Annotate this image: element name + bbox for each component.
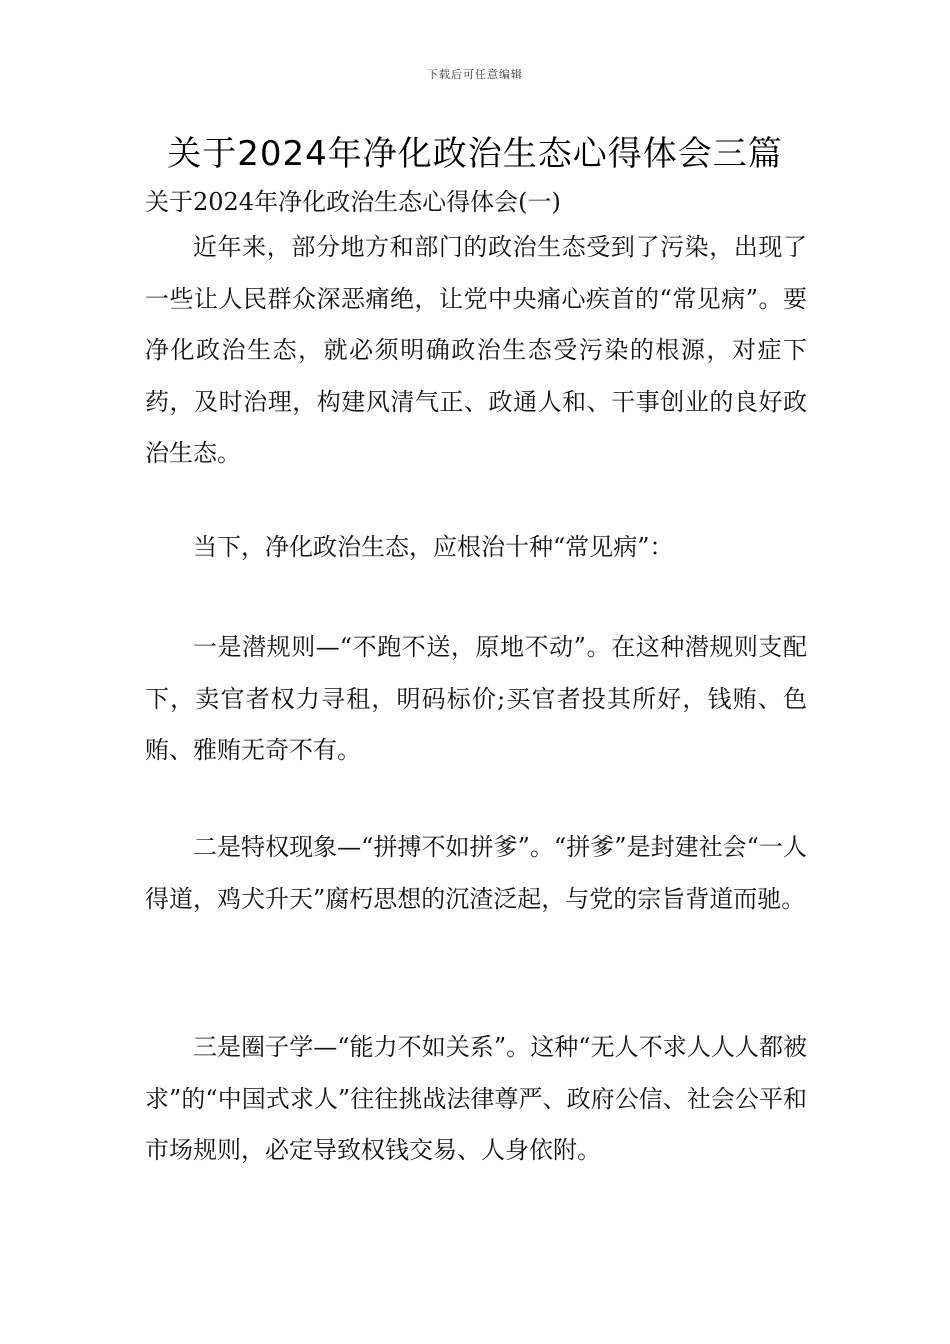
paragraph-unwritten-rules: 一是潜规则—“不跑不送，原地不动”。在这种潜规则支配下，卖官者权力寻租，明码标价;买官者投其所好，钱贿、色贿、雅贿无奇不有。 xyxy=(145,633,807,764)
header-note: 下载后可任意编辑 xyxy=(427,68,523,81)
document-title: 关于2024年净化政治生态心得体会三篇 xyxy=(167,134,783,174)
paragraph-circles: 三是圈子学—“能力不如关系”。这种“无人不求人人人都被求”的“中国式求人”往往挑战法律尊严、政府公信、社会公平和市场规则，必定导致权钱交易、人身依附。 xyxy=(145,1033,807,1164)
paragraph-ten-problems: 当下，净化政治生态，应根治十种“常见病”： xyxy=(193,533,674,561)
paragraph-privilege: 二是特权现象—“拼搏不如拼爹”。“拼爹”是封建社会“一人得道，鸡犬升天”腐朽思想的沉渣泛起，与党的宗旨背道而驰。 xyxy=(145,833,807,913)
section-subtitle: 关于2024年净化政治生态心得体会(一) xyxy=(145,188,561,216)
paragraph-intro: 近年来，部分地方和部门的政治生态受到了污染，出现了一些让人民群众深恶痛绝，让党中央痛心疾首的“常见病”。要净化政治生态，就必须明确政治生态受污染的根源，对症下药，及时治理，构建风清气正、政通人和、干事创业的良好政治生态。 xyxy=(145,233,807,467)
